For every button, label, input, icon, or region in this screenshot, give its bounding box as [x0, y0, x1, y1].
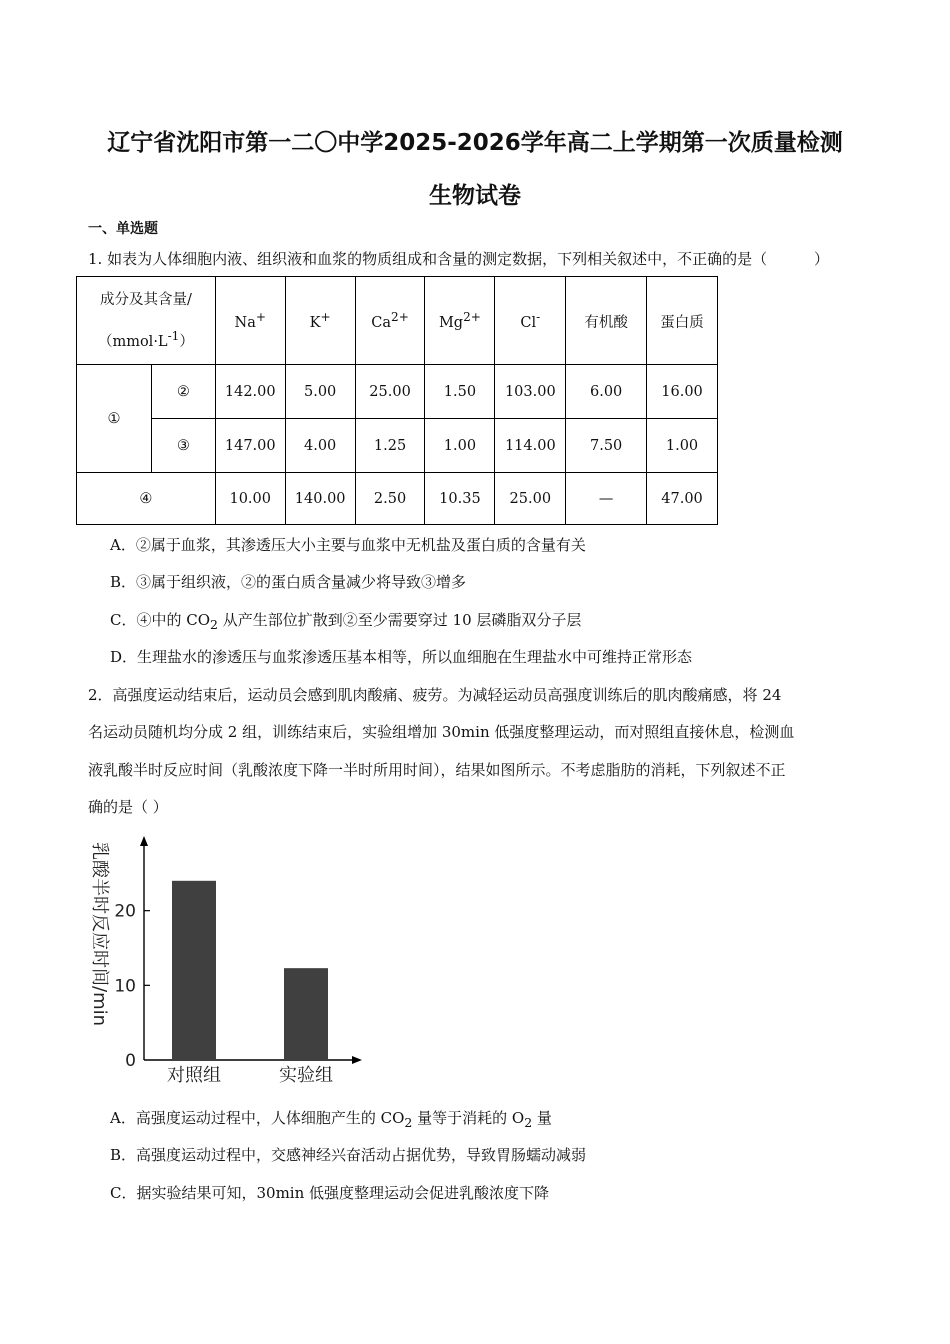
column-header: $Mg^{2+}$ — [425, 277, 495, 365]
table-cell: 4.00 — [285, 419, 355, 473]
y-axis-arrow — [140, 836, 148, 846]
table-cell: 103.00 — [495, 365, 566, 419]
question-1-stem-end: ） — [814, 250, 830, 268]
bar — [172, 881, 216, 1060]
table-header-unit-close: ） — [179, 333, 194, 350]
x-tick-label: 对照组 — [167, 1065, 221, 1086]
lactate-bar-chart — [86, 826, 376, 1088]
q1-option-c: C．④中的 $CO_2$ 从产生部位扩散到②至少需要穿过 10 层磷脂双分子层 — [110, 611, 582, 632]
y-tick-label: 10 — [114, 976, 136, 997]
table-cell: 25.00 — [355, 365, 425, 419]
table-cell: 5.00 — [285, 365, 355, 419]
q1-option-b: B．③属于组织液，②的蛋白质含量减少将导致③增多 — [110, 573, 467, 591]
table-cell: 6.00 — [566, 365, 647, 419]
table-row — [77, 365, 718, 419]
document-title-line-2: 生物试卷 — [429, 183, 521, 209]
q2-option-c: C．据实验结果可知，30min 低强度整理运动会促进乳酸浓度下降 — [110, 1184, 550, 1202]
table-header-unit: （mmol·L — [97, 333, 168, 350]
table-cell: 1.25 — [355, 419, 425, 473]
table-cell: 1.50 — [425, 365, 495, 419]
question-2-stem-line-4: 确的是（ ） — [88, 798, 168, 816]
q1-option-a: A．②属于血浆，其渗透压大小主要与血浆中无机盐及蛋白质的含量有关 — [110, 536, 586, 554]
question-2-stem-line-3: 液乳酸半时反应时间（乳酸浓度下降一半时所用时间），结果如图所示。不考虑脂肪的消耗，下列叙述不正 — [88, 761, 786, 779]
table-cell: 114.00 — [495, 419, 566, 473]
table-cell: 147.00 — [215, 419, 285, 473]
column-header: 蛋白质 — [647, 277, 718, 365]
table-header-label — [77, 277, 216, 365]
row-label: ④ — [77, 473, 216, 525]
composition-table — [76, 276, 718, 525]
table-cell: 47.00 — [647, 473, 718, 525]
y-tick-label: 20 — [114, 901, 136, 922]
row-label: ③ — [151, 419, 215, 473]
question-1-stem: 1. 如表为人体细胞内液、组织液和血浆的物质组成和含量的测定数据，下列相关叙述中，不正确的是（ — [88, 250, 768, 268]
table-row — [77, 473, 718, 525]
column-header: Cl- — [495, 277, 566, 365]
table-cell: 16.00 — [647, 365, 718, 419]
table-cell: 10.00 — [215, 473, 285, 525]
y-axis-label: 乳酸半时反应时间/min — [89, 842, 110, 1027]
column-header: K+ — [285, 277, 355, 365]
table-row — [77, 419, 718, 473]
table-cell: 25.00 — [495, 473, 566, 525]
table-cell: 140.00 — [285, 473, 355, 525]
table-header-unit-exp: -1 — [167, 328, 180, 343]
column-header: Na+ — [215, 277, 285, 365]
y-tick-label: 0 — [125, 1051, 136, 1071]
question-2-stem-line-2: 名运动员随机均分成 2 组，训练结束后，实验组增加 30min 低强度整理运动，而对照组直接休息，检测血 — [88, 723, 795, 741]
table-cell: 2.50 — [355, 473, 425, 525]
section-heading: 一、单选题 — [88, 221, 158, 237]
table-cell: 1.00 — [647, 419, 718, 473]
table-cell: 10.35 — [425, 473, 495, 525]
column-header: 有机酸 — [566, 277, 647, 365]
document-title-line-1: 辽宁省沈阳市第一二〇中学2025-2026学年高二上学期第一次质量检测 — [107, 130, 843, 156]
q2-option-a: A．高强度运动过程中，人体细胞产生的 $CO_2$ 量等于消耗的 $O_2$ 量 — [110, 1109, 552, 1130]
table-header-label-line-1: 成分及其含量/ — [99, 291, 192, 308]
question-2-stem-line-1: 2．高强度运动结束后，运动员会感到肌肉酸痛、疲劳。为减轻运动员高强度训练后的肌肉酸痛感，将 24 — [88, 686, 782, 704]
bar — [284, 968, 328, 1060]
x-axis-arrow — [352, 1056, 362, 1064]
group-label: ① — [77, 365, 152, 473]
table-cell: 1.00 — [425, 419, 495, 473]
x-tick-label: 实验组 — [279, 1065, 333, 1086]
q1-option-d: D．生理盐水的渗透压与血浆渗透压基本相等，所以血细胞在生理盐水中可维持正常形态 — [110, 648, 693, 666]
column-header: $Ca^{2+}$ — [355, 277, 425, 365]
table-cell: 7.50 — [566, 419, 647, 473]
q2-option-b: B．高强度运动过程中，交感神经兴奋活动占据优势，导致胃肠蠕动减弱 — [110, 1146, 587, 1164]
table-header-label-line-2 — [77, 318, 215, 360]
table-cell: 142.00 — [215, 365, 285, 419]
table-cell: — — [566, 473, 647, 525]
row-label: ② — [151, 365, 215, 419]
